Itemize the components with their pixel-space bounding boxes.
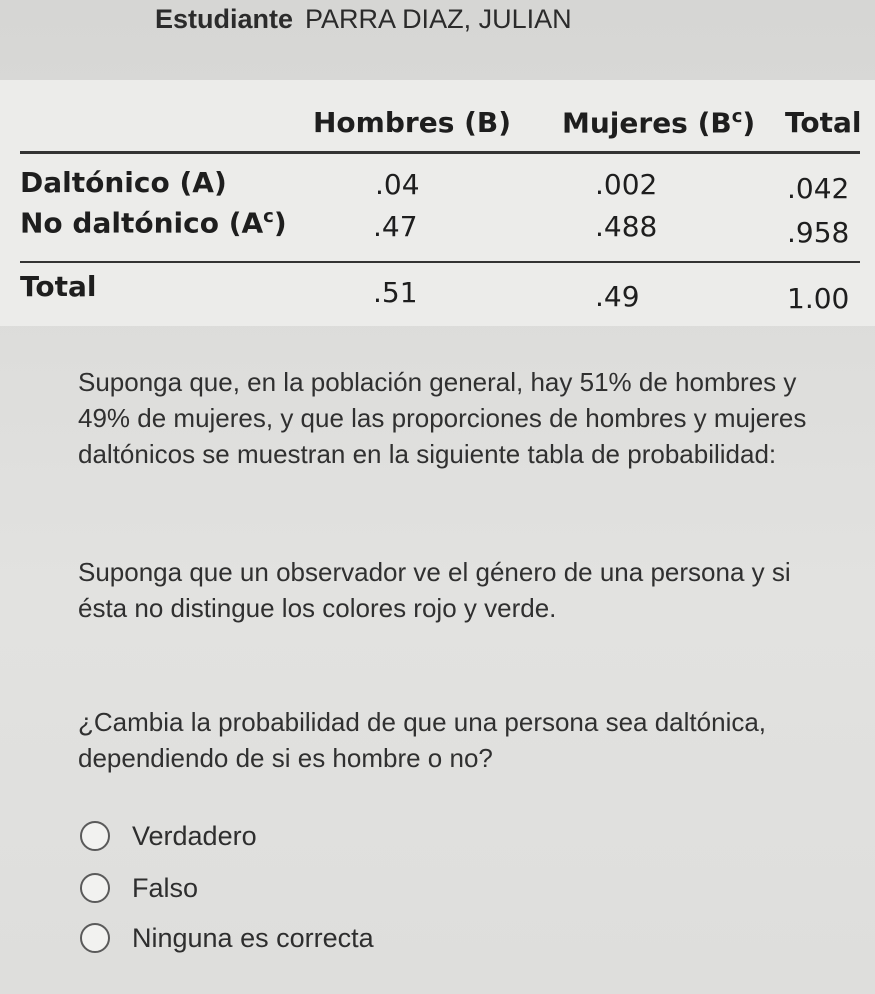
cell-daltonico-total: .042 xyxy=(787,172,850,205)
row-label-daltonico: Daltónico (A) xyxy=(20,166,227,199)
cell-no-daltonico-hombres: .47 xyxy=(373,210,418,243)
option-falso[interactable] xyxy=(80,868,198,908)
option-label: Falso xyxy=(132,872,199,903)
student-label: Estudiante xyxy=(155,4,294,34)
student-header xyxy=(155,4,572,35)
cell-total-mujeres: .49 xyxy=(595,280,640,313)
cell-daltonico-mujeres: .002 xyxy=(595,168,658,201)
radio-button[interactable] xyxy=(80,923,110,953)
total-divider xyxy=(20,261,860,263)
option-ninguna[interactable] xyxy=(80,918,374,958)
cell-daltonico-hombres: .04 xyxy=(375,168,420,201)
option-label: Verdadero xyxy=(132,820,257,851)
cell-total-hombres: .51 xyxy=(373,276,418,309)
column-header-mujeres: Mujeres $(B^c)$ xyxy=(562,106,756,140)
probability-table xyxy=(0,80,875,326)
column-header-hombres: Hombres (B) xyxy=(313,106,512,139)
cell-no-daltonico-total: .958 xyxy=(787,216,850,249)
row-label-total: Total xyxy=(20,270,97,303)
question-paragraph-1: Suponga que, en la población general, hay 51% de hombres y 49% de mujeres, y que las proporciones de hombres y mujeres daltónicos se muestran en la siguiente tabla de probabilidad: xyxy=(78,367,807,469)
option-label: Ninguna es correcta xyxy=(132,922,374,953)
cell-total-total: 1.00 xyxy=(787,282,850,315)
option-verdadero[interactable] xyxy=(80,816,257,856)
row-label-no-daltonico: No daltónico $(A^c)$ xyxy=(20,206,287,240)
cell-no-daltonico-mujeres: .488 xyxy=(595,210,658,243)
column-header-total: Total xyxy=(785,106,862,139)
radio-button[interactable] xyxy=(80,873,110,903)
radio-button[interactable] xyxy=(80,821,110,851)
header-divider xyxy=(20,151,860,154)
question-paragraph-2: Suponga que un observador ve el género de una persona y si ésta no distingue los colores rojo y verde. xyxy=(78,557,791,623)
student-name: PARRA DIAZ, JULIAN xyxy=(305,4,572,34)
question-paragraph-3: ¿Cambia la probabilidad de que una persona sea daltónica, dependiendo de si es hombre o no? xyxy=(78,707,767,773)
